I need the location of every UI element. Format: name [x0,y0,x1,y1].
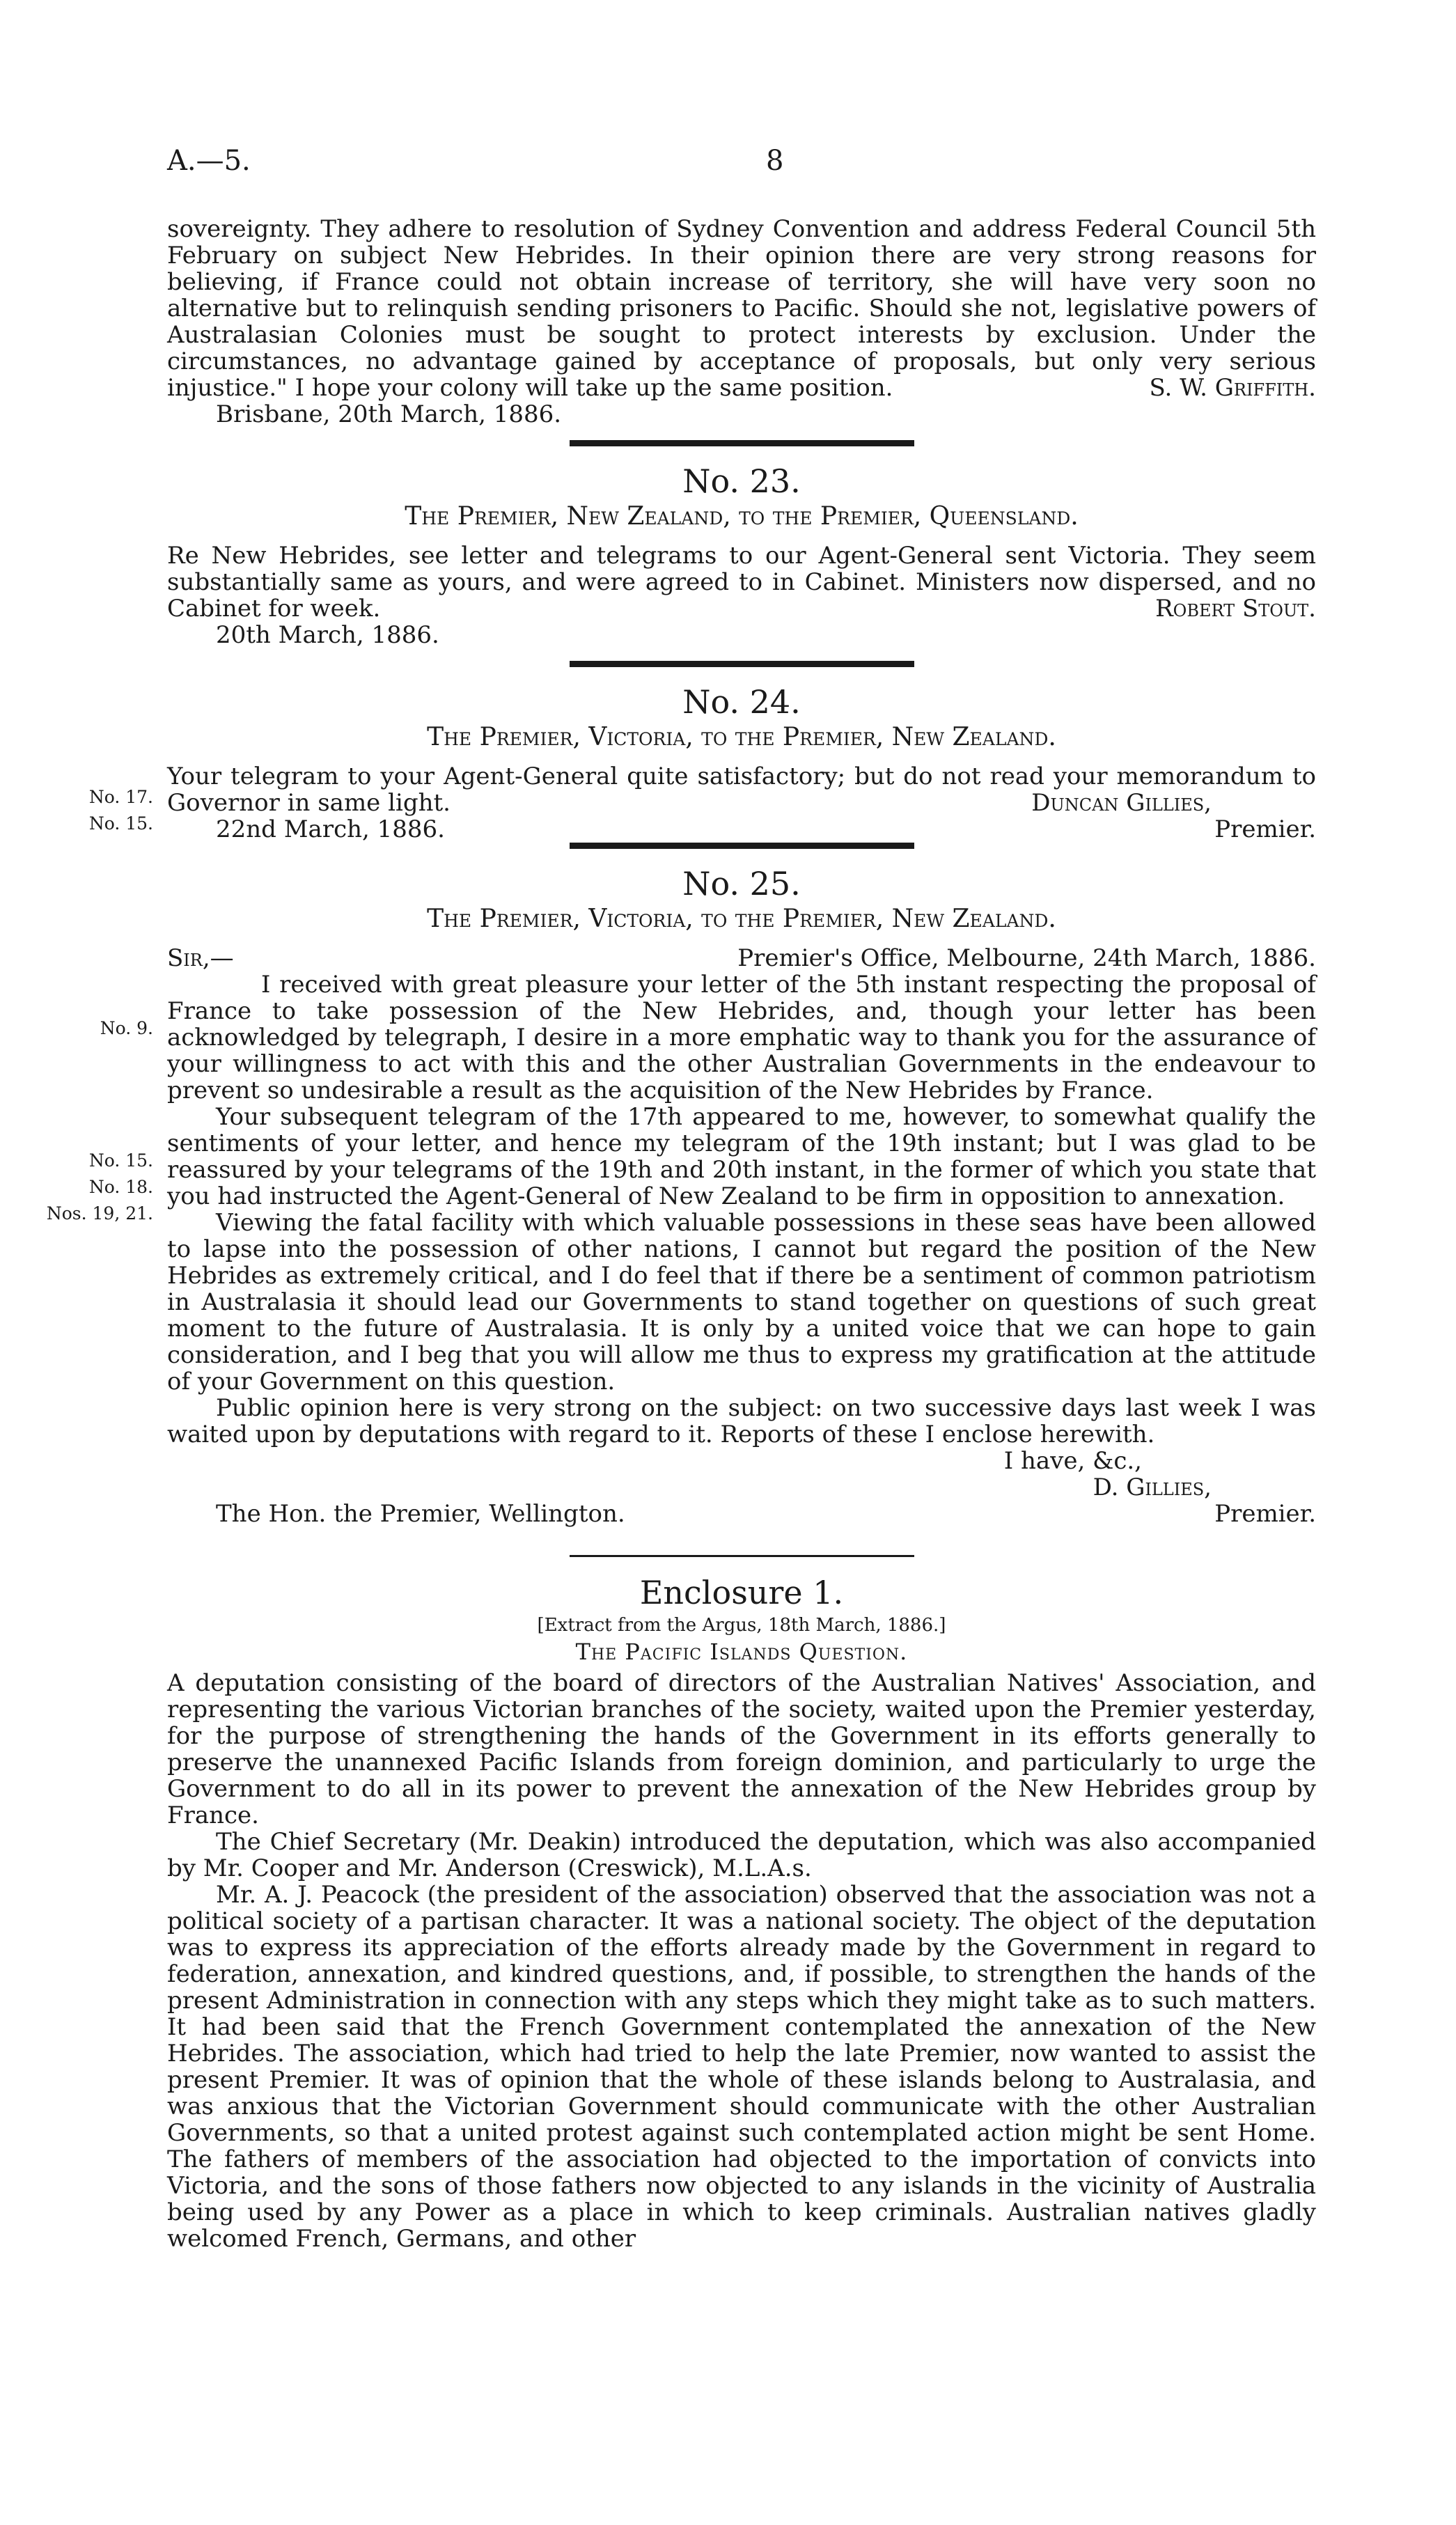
item-heading: The Premier, Victoria, to the Premier, New Zealand. [427,723,1056,751]
closing: I have, &c., [1003,1447,1142,1475]
date-title-row [167,816,1316,843]
paragraph: Mr. A. J. Peacock (the president of the association) observed that the association was not a political society of a partisan character. It was a national society. The object of the deputation was to express its appreciation of the efforts already made by the Government in regard to federation, annexation, and kindred questions, and, if possible, to strengthen the hands of the present Administration in connection with any steps which they might take as to such matters. It had been said that the French Government contemplated the annexation of the New Hebrides. The association, which had tried to help the late Premier, now wanted to assist the present Premier. It was of opinion that the whole of these islands belong to Australasia, and was anxious that the Victorian Government should communicate with the other Australian Governments, so that a united protest against such contemplated action might be sent Home. The fathers of members of the association had objected to the importation of convicts into Victoria, and the sons of those fathers now objected to any islands in the vicinity of Australia being used by any Power as a place in which to keep criminals. Australian natives gladly welcomed French, Germans, and other [167,1881,1316,2253]
margin-ref: No. 18. [88,1177,153,1197]
date-line: 22nd March, 1886. [216,815,445,843]
enclosure-subheading: The Pacific Islands Question. [575,1639,908,1665]
addressee: The Hon. the Premier, Wellington. [216,1500,625,1528]
continuation-section [167,216,1316,428]
paragraph: Your subsequent telegram of the 17th appeared to me, however, to somewhat qualify the sentiments of your letter, and hence my telegram of the 19th instant; but I was glad to be reassured by your telegrams of the 19th and 20th instant, in the former of which you state that you had instructed the Agent-General of New Zealand to be firm in opposition to annexation. [167,1103,1316,1210]
signature: Robert Stout. [1155,595,1316,623]
enclosure-1 [167,1572,1316,2252]
paragraph: Public opinion here is very strong on the subject: on two successive days last week I was waited upon by deputations with regard to it. Reports of these I enclose herewith. [167,1394,1316,1448]
signature: D. Gillies, [1093,1473,1212,1501]
place-date: Premier's Office, Melbourne, 24th March, 1886. [737,944,1316,972]
section-divider [570,440,914,446]
item-number: No. 25. [682,865,801,902]
signatory-title: Premier. [1214,1500,1316,1528]
item-heading: The Premier, New Zealand, to the Premier, Queensland. [405,502,1079,531]
section-divider [570,661,914,667]
paragraph: I received with great pleasure your letter of the 5th instant respecting the proposal of France to take possession of the New Hebrides, and, though your letter has been acknowledged by telegraph, I desire in a more emphatic way to thank you for the assurance of your willingness to act with this and the other Australian Governments in the endeavour to prevent so undesirable a result as the acquisition of the New Hebrides by France. [167,971,1316,1104]
signatory-title: Premier. [1214,815,1316,843]
date-line: 20th March, 1886. [216,621,439,649]
margin-ref: No. 15. [88,1150,153,1171]
paragraph: The Chief Secretary (Mr. Deakin) introduced the deputation, which was also accompanied by Mr. Cooper and Mr. Anderson (Creswick), M.L.A.s. [167,1828,1316,1882]
section-divider [570,1555,914,1557]
margin-ref: No. 9. [100,1018,153,1038]
item-body: Re New Hebrides, see letter and telegrams to our Agent-General sent Victoria. They seem substantially same as yours, and were agreed to in Cabinet. Ministers now dispersed, and no Cabinet for week. [167,542,1316,623]
item-body: Your telegram to your Agent-General quite satisfactory; but do not read your memorandum to Governor in same light. [167,763,1316,817]
paragraph: Viewing the fatal facility with which valuable possessions in these seas have been allowed to lapse into the possession of other nations, I cannot but regard the position of the New Hebrides as extremely critical, and I do feel that if there be a sentiment of common patriotism in Australasia it should lead our Governments to stand together on questions of such great moment to the future of Australasia. It is only by a united voice that we can hope to gain consideration, and I beg that you will allow me thus to express my gratification at the attitude of your Government on this question. [167,1209,1316,1396]
section-divider [570,843,914,849]
extract-line: [Extract from the Argus, 18th March, 1886.] [537,1615,946,1636]
item-number: No. 23. [682,462,801,500]
item-no-24 [167,682,1316,843]
margin-ref: No. 15. [88,813,153,834]
signature: S. W. Griffith. [1149,374,1316,402]
margin-ref: Nos. 19, 21. [46,1203,153,1224]
enclosure-title: Enclosure 1. [639,1574,844,1611]
item-number: No. 24. [682,683,801,721]
document-reference: A.—5. [167,145,251,177]
date-line: Brisbane, 20th March, 1886. [216,400,562,428]
document-body [167,216,1316,2252]
addressee-title-row [167,1501,1316,1527]
continuation-text: sovereignty. They adhere to resolution of Sydney Convention and address Federal Council 5th February on subject New Hebrides. In their opinion there are very strong reasons for believing, if France could not obtain increase of territory, she will have very soon no alternative but to relinquish sending prisoners to Pacific. Should she not, legislative powers of Australasian Colonies must be sought to protect interests by exclusion. Under the circumstances, no advantage gained by acceptance of proposals, but only very serious injustice." I hope your colony will take up the same position. [167,215,1316,402]
salutation-row [167,945,1316,971]
margin-ref: No. 17. [88,787,153,807]
item-no-23 [167,462,1316,648]
signature: Duncan Gillies, [1031,789,1212,817]
item-no-25 [167,864,1316,1527]
salutation: Sir,— [167,944,234,972]
page-header [167,145,1323,187]
page-number: 8 [766,145,784,177]
item-heading: The Premier, Victoria, to the Premier, New Zealand. [427,905,1056,933]
paragraph: A deputation consisting of the board of directors of the Australian Natives' Association, and representing the various Victorian branches of the society, waited upon the Premier yesterday, for the purpose of strengthening the hands of the Government in its efforts generally to preserve the unannexed Pacific Islands from foreign dominion, and particularly to urge the Government to do all in its power to prevent the annexation of the New Hebrides group by France. [167,1669,1316,1829]
